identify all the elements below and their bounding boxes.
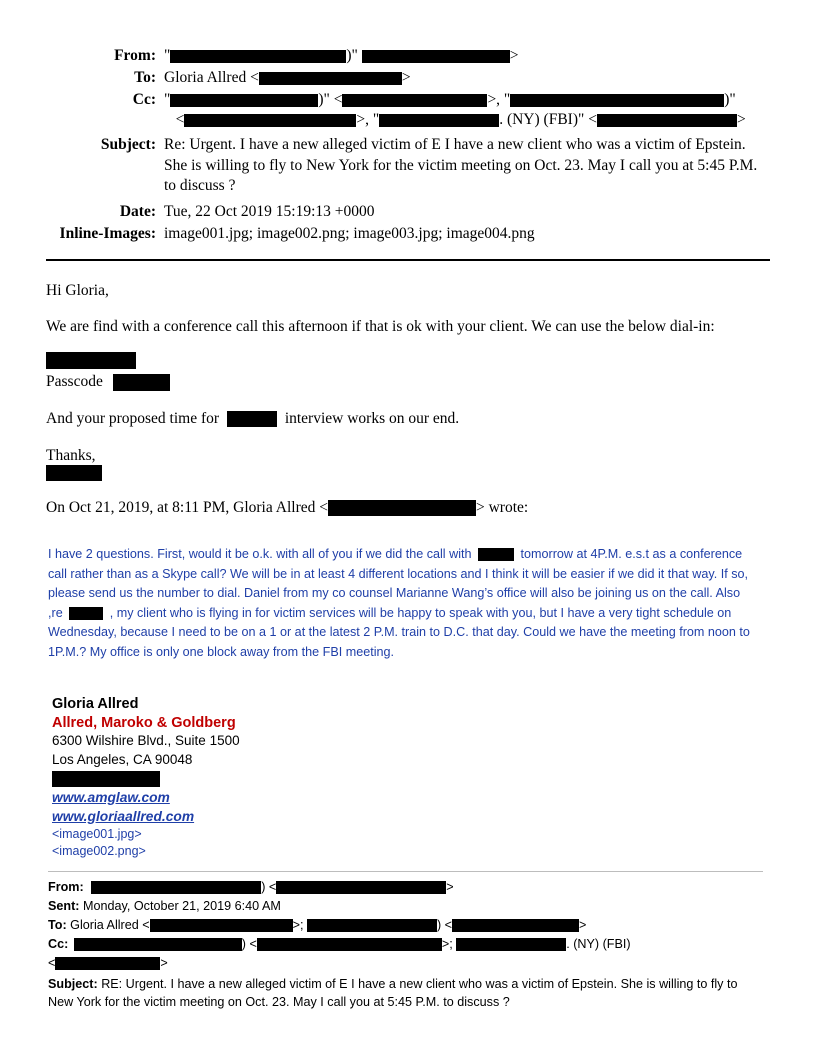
redaction-bar — [276, 881, 446, 894]
signature-firm: Allred, Maroko & Goldberg — [52, 714, 236, 731]
body-greeting: Hi Gloria, — [46, 282, 109, 299]
redaction-bar — [328, 500, 476, 516]
redaction-bar — [362, 50, 510, 63]
signature-link-amglaw[interactable]: www.amglaw.com — [52, 790, 170, 805]
forwarded-cc-fbi: . (NY) (FBI) — [566, 937, 631, 951]
signature-name: Gloria Allred — [52, 696, 139, 712]
redaction-bar — [307, 919, 437, 932]
redaction-bar — [259, 72, 402, 85]
body-thanks: Thanks, — [46, 447, 96, 464]
quote-part-3: , my client who is flying in for victim services will be happy to speak with you, but I have a very tight schedule on Wednesday, because I need to be on a 1 or at the latest 2 P.M. train to D.C. that day. Could we have the meeting from noon to 1P.M.? My office is only one block away from the FBI meeting. — [48, 605, 750, 659]
redaction-bar — [379, 114, 499, 127]
redaction-bar — [113, 374, 170, 391]
redaction-bar — [69, 607, 103, 620]
body-paragraph-1: We are find with a conference call this afternoon if that is ok with your client. We can use the below dial-in: — [46, 318, 715, 335]
signature-link-gloriaallred[interactable]: www.gloriaallred.com — [52, 808, 195, 824]
to-recipient: Gloria Allred — [164, 69, 247, 86]
forwarded-sent-label: Sent: — [48, 899, 80, 913]
subject-label: Subject: — [100, 136, 156, 153]
redaction-bar — [257, 938, 442, 951]
redaction-bar — [184, 114, 356, 127]
wrote-line-after: > wrote: — [475, 499, 529, 516]
cc-value: " )" < >, " )" < >, " . (NY) (FBI)" < > — [164, 91, 746, 128]
passcode-label: Passcode — [46, 373, 103, 390]
redaction-bar — [597, 114, 737, 127]
redaction-bar — [46, 352, 136, 369]
header-row-inline-images — [46, 224, 770, 244]
forwarded-cc-row-continued: < > — [48, 956, 168, 970]
header-divider — [46, 259, 770, 261]
forwarded-subject-label: Subject: — [48, 976, 98, 991]
email-header — [46, 46, 770, 246]
header-row-subject — [46, 135, 770, 197]
redaction-bar — [342, 94, 487, 107]
redaction-bar — [46, 465, 102, 481]
subject-value: Re: Urgent. I have a new alleged victim of E I have a new client who was a victim of Epstein. She is willing to fly to New York for the victim meeting on Oct. 23. May I call you at 5:45 P.M. to discuss ? — [164, 136, 758, 194]
signature-address-line-1: 6300 Wilshire Blvd., Suite 1500 — [52, 733, 240, 748]
redaction-bar — [55, 957, 160, 970]
header-row-cc — [46, 90, 770, 130]
forwarded-cc-row: Cc: ) < >; . (NY) (FBI) — [48, 937, 631, 951]
body-paragraph-2-after: interview works on our end. — [284, 410, 460, 427]
redaction-bar — [74, 938, 242, 951]
redaction-bar — [456, 938, 566, 951]
redaction-bar — [478, 548, 514, 561]
cc-fbi-text: . (NY) (FBI)" — [499, 111, 585, 128]
forwarded-divider — [48, 871, 763, 872]
dial-in-redaction-row — [46, 349, 770, 370]
body-paragraph-2-before: And your proposed time for — [46, 410, 220, 427]
to-label: To: — [134, 69, 156, 86]
signature-address-line-2: Los Angeles, CA 90048 — [52, 751, 193, 767]
signature-inline-image-2: <image002.png> — [52, 844, 146, 858]
header-row-date — [46, 202, 770, 222]
inline-images-value: image001.jpg; image002.png; image003.jpg; image004.png — [164, 224, 535, 242]
message-body — [46, 280, 770, 301]
signoff-redaction-row — [46, 462, 770, 483]
forwarded-from-row: From: ) < > — [48, 880, 454, 894]
redaction-bar — [227, 411, 277, 427]
signature-inline-image-1: <image001.jpg> — [52, 827, 142, 841]
forwarded-sent-value: Monday, October 21, 2019 6:40 AM — [82, 899, 281, 913]
redaction-bar — [150, 919, 293, 932]
wrote-line — [46, 497, 770, 518]
passcode-row — [46, 371, 770, 392]
to-value: Gloria Allred < > — [164, 69, 411, 86]
forwarded-to-row: To: Gloria Allred < >; ) < > — [48, 918, 587, 932]
signature-block — [52, 695, 752, 860]
forwarded-cc-label: Cc: — [48, 937, 69, 951]
wrote-line-before: On Oct 21, 2019, at 8:11 PM, Gloria Allred < — [46, 499, 328, 516]
redaction-bar — [510, 94, 724, 107]
cc-label: Cc: — [132, 91, 156, 108]
quoted-message — [48, 545, 758, 662]
signature-phone-redaction — [52, 769, 752, 789]
redaction-bar — [170, 50, 346, 63]
quote-part-1: I have 2 questions. First, would it be o.k. with all of you if we did the call with — [48, 547, 472, 561]
from-value: " )" > — [164, 47, 519, 64]
inline-images-label: Inline-Images: — [59, 224, 156, 242]
forwarded-to-label: To: — [48, 918, 67, 932]
forwarded-from-label: From: — [48, 880, 84, 894]
forwarded-subject-value: RE: Urgent. I have a new alleged victim of E I have a new client who was a victim of Epstein. She is willing to fly to New York for the victim meeting on Oct. 23. May I call you at 5:45 P.M. to discuss ? — [48, 976, 738, 1009]
quote-part-2: tomorrow at 4P.M. e.s.t as a conference call rather than as a Skype call? We will be in at least 4 different locations and I think it will be easier if we did it that way. If so, please send us the number to dial. Daniel from my co counsel Marianne Wang’s office will also be joining us on the call. Also ,re — [48, 547, 749, 620]
redaction-bar — [91, 881, 261, 894]
redaction-bar — [52, 771, 160, 787]
date-label: Date: — [119, 202, 156, 220]
header-row-to — [46, 68, 770, 88]
forwarded-sent-row — [48, 897, 763, 916]
redaction-bar — [452, 919, 579, 932]
forwarded-to-value: Gloria Allred < — [70, 918, 150, 932]
body-paragraph-2 — [46, 408, 770, 429]
forwarded-subject-row — [48, 975, 763, 1012]
date-value: Tue, 22 Oct 2019 15:19:13 +0000 — [164, 202, 375, 220]
redaction-bar — [170, 94, 318, 107]
from-label: From: — [114, 47, 156, 64]
forwarded-header — [48, 878, 763, 1012]
header-row-from — [46, 46, 770, 66]
